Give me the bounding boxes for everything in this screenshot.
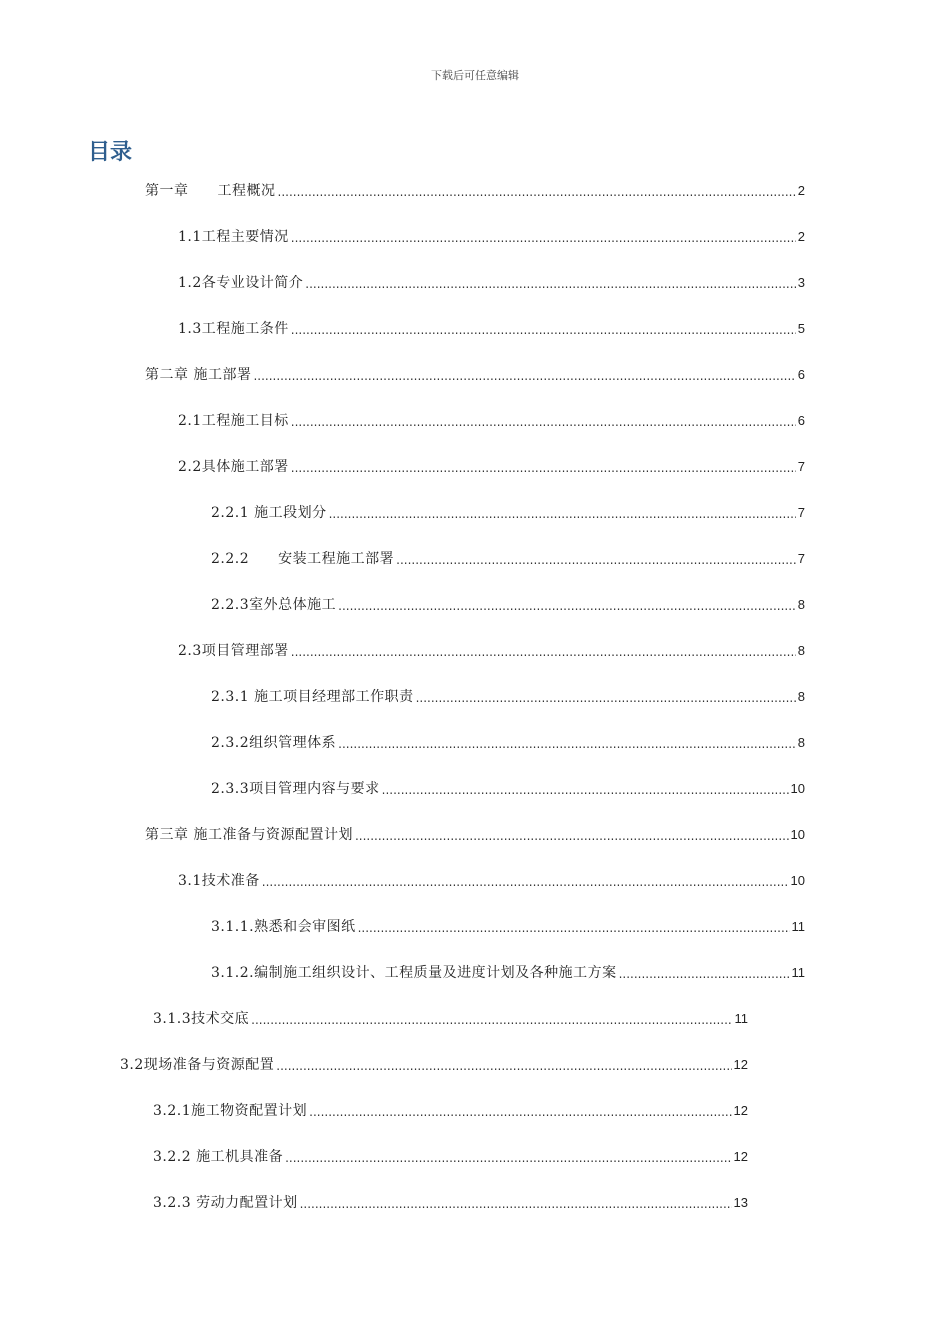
toc-page-number: 8 <box>797 643 805 658</box>
toc-entry[interactable] <box>153 1100 748 1122</box>
toc-page-number: 11 <box>734 1011 748 1026</box>
toc-page-number: 6 <box>797 413 805 428</box>
toc-page-number: 13 <box>733 1195 748 1210</box>
toc-entry-text: 1.2各专业设计简介 <box>178 275 304 291</box>
toc-entry[interactable] <box>145 180 805 202</box>
toc-entry-text: 2.2.3室外总体施工 <box>211 597 337 613</box>
toc-dot-leader <box>291 410 796 432</box>
toc-entry[interactable] <box>178 272 805 294</box>
toc-page-number: 6 <box>797 367 805 382</box>
toc-page-number: 11 <box>791 965 805 980</box>
toc-dot-leader <box>338 594 796 616</box>
toc-page-number: 8 <box>797 597 805 612</box>
toc-entry[interactable] <box>211 594 805 616</box>
toc-entry-text: 1.3工程施工条件 <box>178 321 289 337</box>
toc-dot-leader <box>276 1054 731 1076</box>
toc-entry-text: 2.3.3项目管理内容与要求 <box>211 781 380 797</box>
toc-entry[interactable] <box>211 502 805 524</box>
toc-entry-text: 2.2具体施工部署 <box>178 459 289 475</box>
toc-page-number: 8 <box>797 735 805 750</box>
toc-entry-text: 3.2.1施工物资配置计划 <box>153 1103 308 1119</box>
toc-dot-leader <box>253 364 795 386</box>
toc-entry-text: 3.1.3技术交底 <box>153 1011 250 1027</box>
toc-entry[interactable] <box>178 870 805 892</box>
page-header-note: 下载后可任意编辑 <box>431 69 519 82</box>
toc-entry[interactable] <box>145 824 805 846</box>
toc-dot-leader <box>382 778 789 800</box>
toc-entry-text: 第三章 施工准备与资源配置计划 <box>145 827 353 843</box>
toc-entry-text: 2.2.2 安装工程施工部署 <box>211 551 395 567</box>
toc-entry-text: 3.2现场准备与资源配置 <box>120 1057 275 1073</box>
toc-entry[interactable] <box>178 456 805 478</box>
toc-dot-leader <box>285 1146 731 1168</box>
toc-entry[interactable] <box>211 962 805 984</box>
toc-dot-leader <box>396 548 796 570</box>
toc-entry[interactable] <box>178 226 805 248</box>
toc-page-number: 10 <box>790 827 805 842</box>
toc-entry[interactable] <box>178 410 805 432</box>
toc-entry-text: 1.1工程主要情况 <box>178 229 289 245</box>
toc-entry[interactable] <box>145 364 805 386</box>
toc-entry-text: 3.2.3 劳动力配置计划 <box>153 1195 298 1211</box>
toc-entry-text: 2.2.1 施工段划分 <box>211 505 327 521</box>
toc-dot-leader <box>300 1192 732 1214</box>
toc-entry[interactable] <box>211 732 805 754</box>
toc-dot-leader <box>416 686 796 708</box>
toc-dot-leader <box>291 318 796 340</box>
toc-entry-text: 3.1.2.编制施工组织设计、工程质量及进度计划及各种施工方案 <box>211 965 617 981</box>
toc-entry[interactable] <box>153 1192 748 1214</box>
toc-title: 目录 <box>88 140 133 165</box>
toc-dot-leader <box>338 732 796 754</box>
toc-entry[interactable] <box>178 318 805 340</box>
toc-page-number: 2 <box>797 183 805 198</box>
toc-entry-text: 第一章 工程概况 <box>145 183 276 199</box>
toc-entry-text: 2.3.1 施工项目经理部工作职责 <box>211 689 414 705</box>
toc-entry-text: 2.3.2组织管理体系 <box>211 735 337 751</box>
toc-entry[interactable] <box>153 1008 748 1030</box>
toc-dot-leader <box>309 1100 731 1122</box>
toc-page-number: 12 <box>733 1149 748 1164</box>
toc-dot-leader <box>291 226 796 248</box>
toc-entry-text: 第二章 施工部署 <box>145 367 252 383</box>
toc-page-number: 5 <box>797 321 805 336</box>
toc-dot-leader <box>619 962 790 984</box>
toc-entry-text: 2.3项目管理部署 <box>178 643 289 659</box>
toc-page-number: 3 <box>797 275 805 290</box>
toc-entry[interactable] <box>211 778 805 800</box>
toc-entry-text: 2.1工程施工目标 <box>178 413 289 429</box>
toc-page-number: 12 <box>733 1103 748 1118</box>
toc-page-number: 11 <box>791 919 805 934</box>
toc-entry-text: 3.1.1.熟悉和会审图纸 <box>211 919 356 935</box>
toc-dot-leader <box>358 916 790 938</box>
toc-page-number: 7 <box>797 551 805 566</box>
toc-dot-leader <box>262 870 789 892</box>
toc-dot-leader <box>291 640 796 662</box>
toc-entry[interactable] <box>153 1146 748 1168</box>
toc-entry[interactable] <box>211 916 805 938</box>
toc-dot-leader <box>278 180 796 202</box>
toc-entry[interactable] <box>211 548 805 570</box>
toc-page-number: 7 <box>797 459 805 474</box>
toc-entry[interactable] <box>178 640 805 662</box>
toc-page-number: 2 <box>797 229 805 244</box>
toc-dot-leader <box>291 456 796 478</box>
toc-page-number: 8 <box>797 689 805 704</box>
toc-entry[interactable] <box>211 686 805 708</box>
toc-page-number: 10 <box>790 873 805 888</box>
toc-dot-leader <box>251 1008 732 1030</box>
toc-page-number: 12 <box>733 1057 748 1072</box>
toc-entry-text: 3.2.2 施工机具准备 <box>153 1149 284 1165</box>
toc-page-number: 7 <box>797 505 805 520</box>
toc-dot-leader <box>305 272 796 294</box>
toc-page-number: 10 <box>790 781 805 796</box>
toc-dot-leader <box>355 824 789 846</box>
toc-entry-text: 3.1技术准备 <box>178 873 260 889</box>
toc-dot-leader <box>329 502 796 524</box>
toc-entry[interactable] <box>120 1054 748 1076</box>
